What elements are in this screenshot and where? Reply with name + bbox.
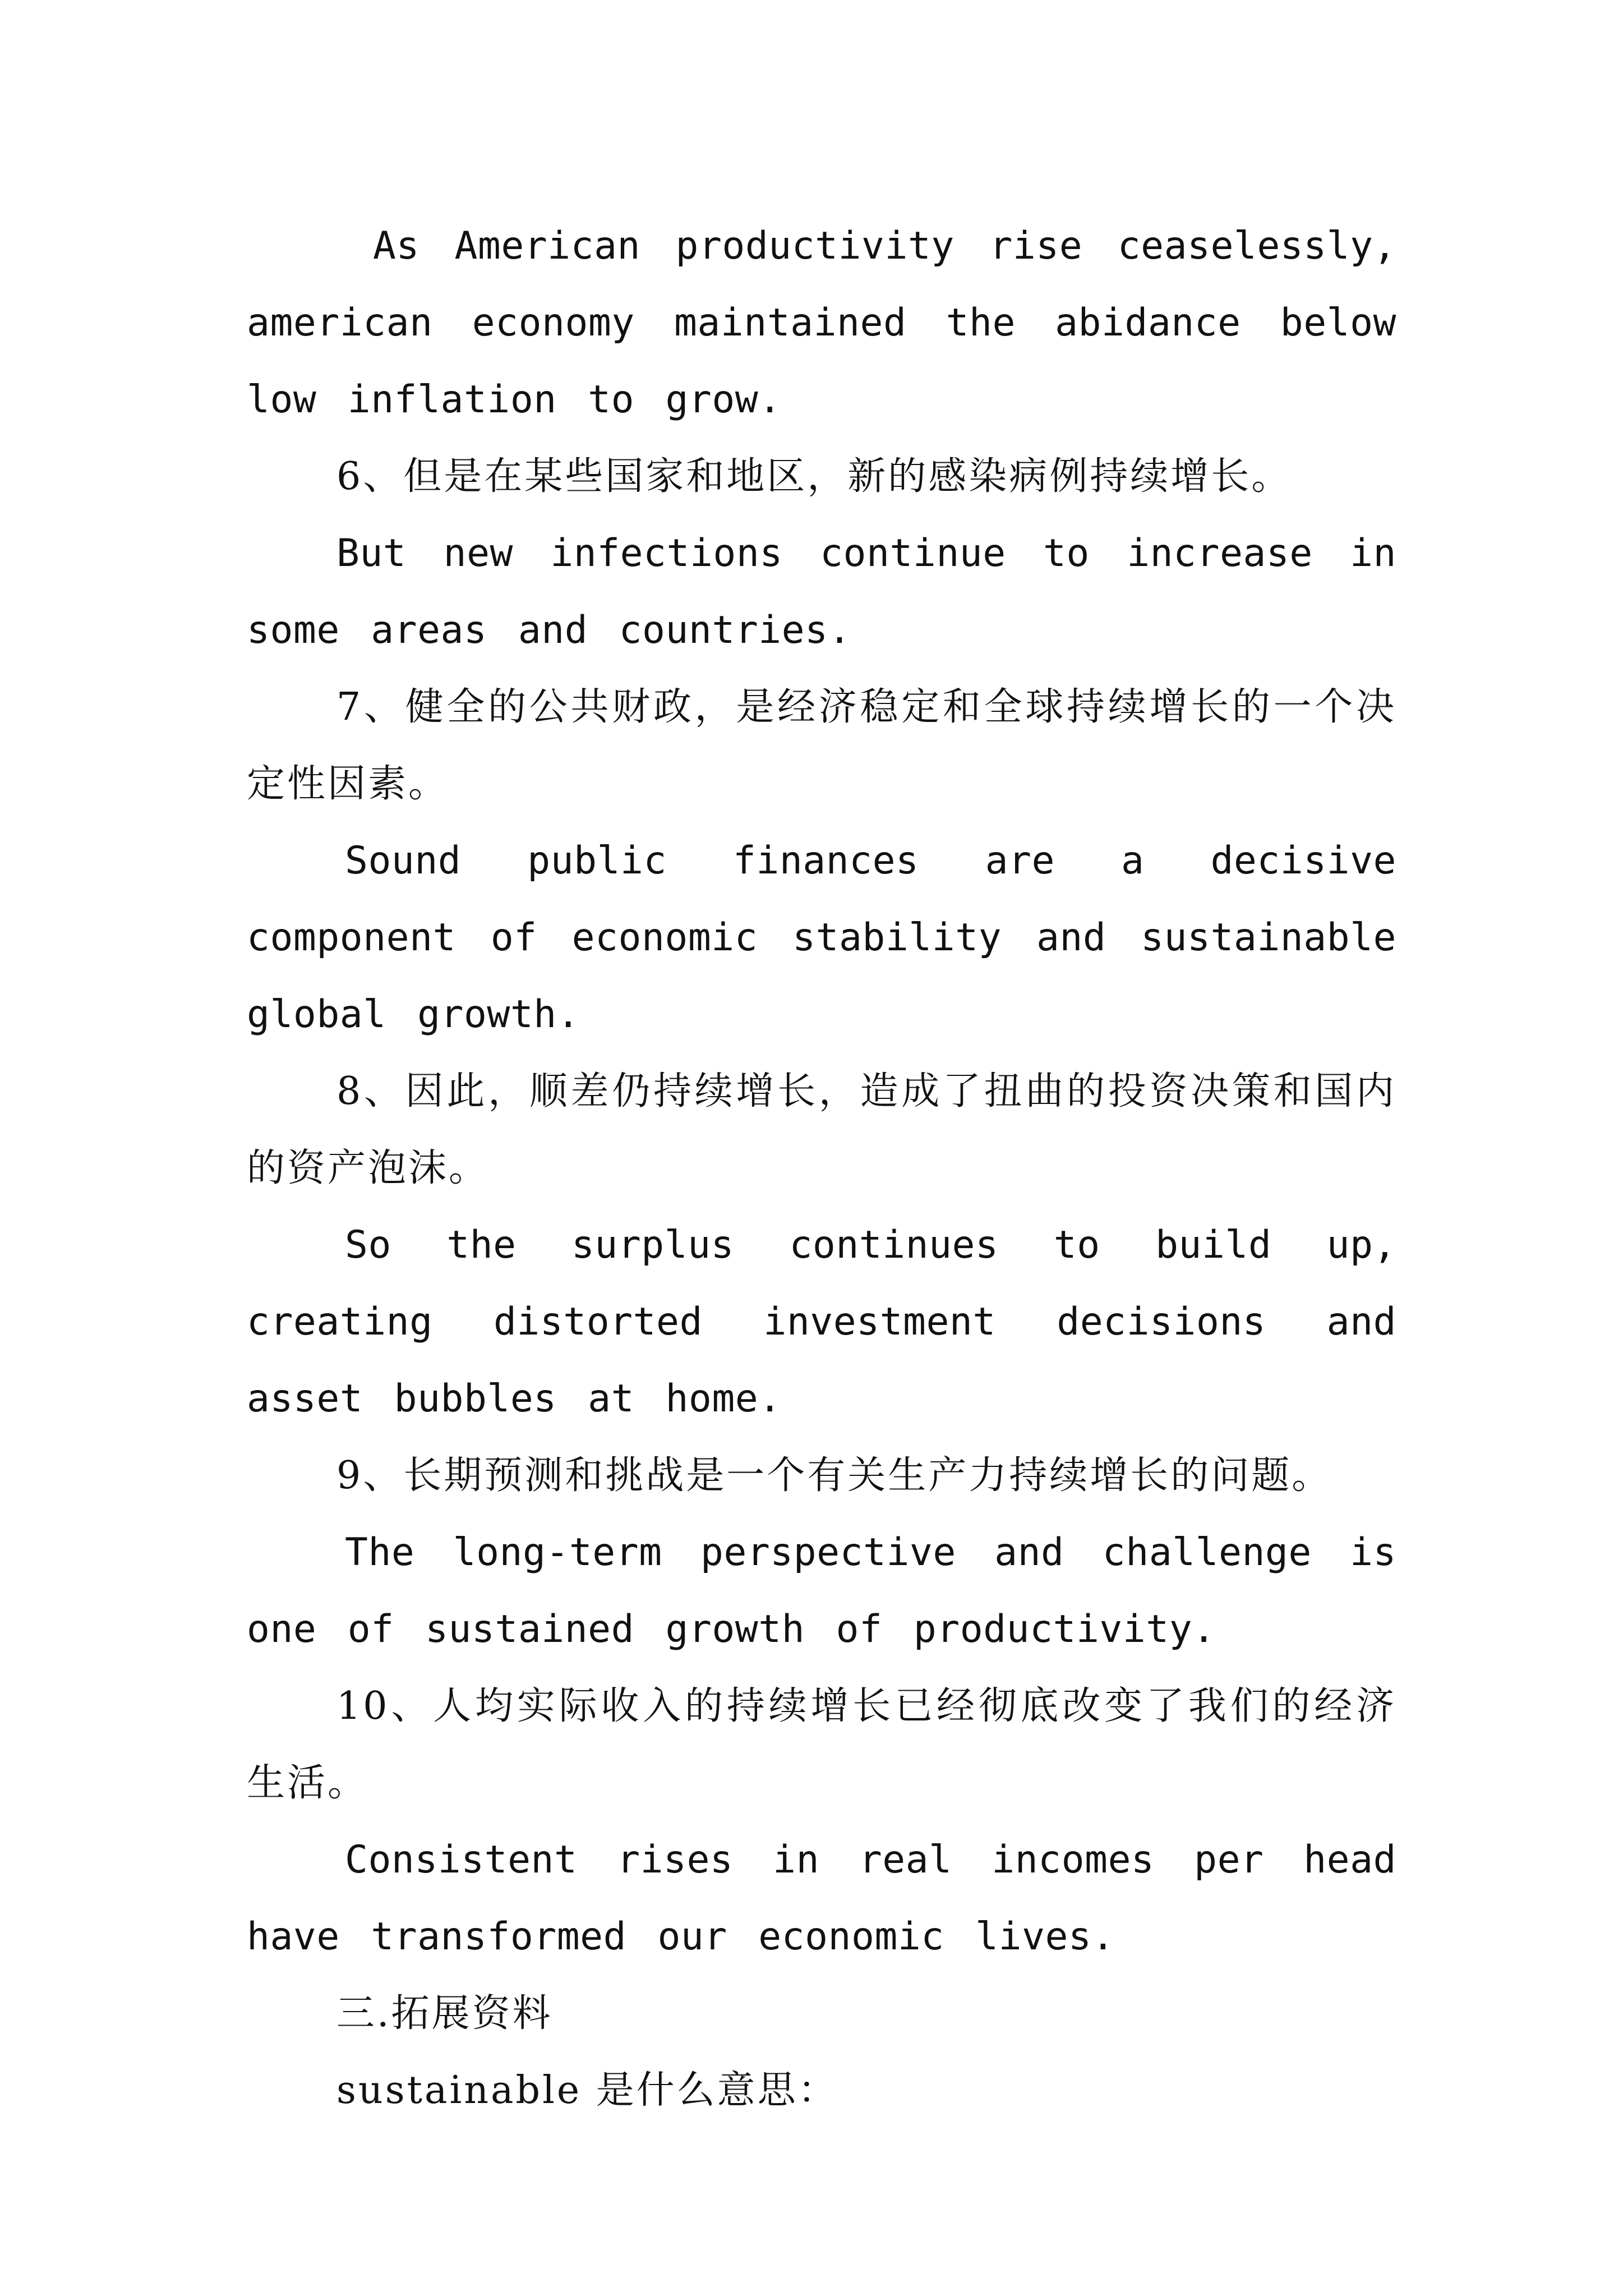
chinese-paragraph: 8、因此，顺差仍持续增长，造成了扭曲的投资决策和国内的资产泡沫。 (247, 1069, 1396, 1190)
english-paragraph: As American productivity rise ceaselessly, american economy maintained the abidance below low inflation to grow. (247, 224, 1396, 422)
english-paragraph: So the surplus continues to build up, creating distorted investment decisions and asset bubbles at home. (247, 1223, 1396, 1421)
english-paragraph: Sound public finances are a decisive component of economic stability and sustainable global growth. (247, 839, 1396, 1037)
english-paragraph: The long-term perspective and challenge is one of sustained growth of productivity. (247, 1530, 1396, 1651)
chinese-paragraph: sustainable 是什么意思： (336, 2068, 838, 2113)
english-paragraph: Consistent rises in real incomes per head have transformed our economic lives. (247, 1838, 1396, 1959)
chinese-paragraph: 6、但是在某些国家和地区，新的感染病例持续增长。 (336, 454, 1292, 499)
chinese-paragraph: 7、健全的公共财政，是经济稳定和全球持续增长的一个决定性因素。 (247, 685, 1396, 806)
chinese-paragraph: 9、长期预测和挑战是一个有关生产力持续增长的问题。 (336, 1453, 1332, 1498)
english-paragraph: But new infections continue to increase in some areas and countries. (247, 531, 1396, 652)
chinese-paragraph: 10、人均实际收入的持续增长已经彻底改变了我们的经济生活。 (247, 1684, 1396, 1805)
section-heading: 三.拓展资料 (336, 1991, 553, 2036)
document-body (247, 208, 1396, 2129)
